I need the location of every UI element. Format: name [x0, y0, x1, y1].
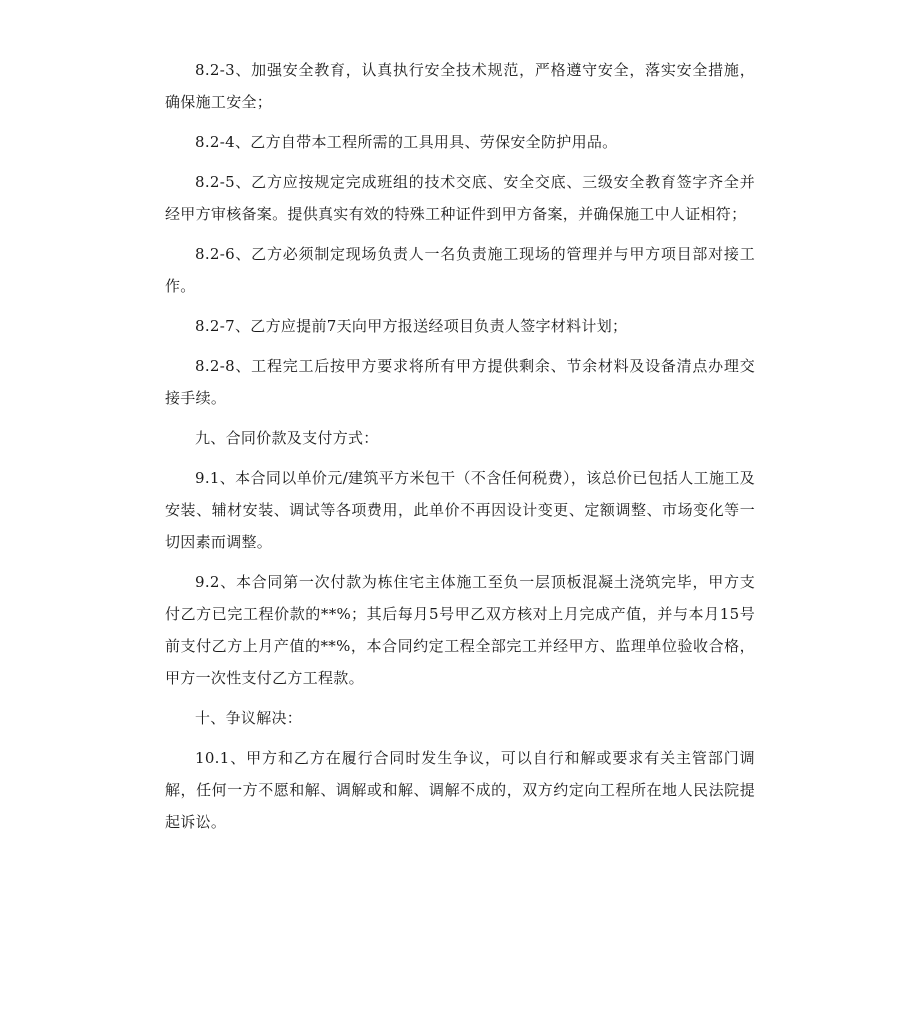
clause-9-1: 9.1、本合同以单价元/建筑平方米包干（不含任何税费），该总价已包括人工施工及安装、辅材安装、调试等各项费用，此单价不再因设计变更、定额调整、市场变化等一切因素而调整。 [165, 469, 755, 551]
clause-8-2-6: 8.2-6、乙方必须制定现场负责人一名负责施工现场的管理并与甲方项目部对接工作。 [165, 245, 755, 295]
clause-8-2-8: 8.2-8、工程完工后按甲方要求将所有甲方提供剩余、节余材料及设备清点办理交接手续。 [165, 357, 755, 407]
section-9-heading: 九、合同价款及支付方式： [195, 429, 379, 447]
section-10-heading: 十、争议解决： [195, 709, 303, 727]
document-page [165, 54, 755, 846]
clause-8-2-3: 8.2-3、加强安全教育，认真执行安全技术规范，严格遵守安全，落实安全措施，确保施工安全； [165, 61, 755, 111]
clause-8-2-5: 8.2-5、乙方应按规定完成班组的技术交底、安全交底、三级安全教育签字齐全并经甲方审核备案。提供真实有效的特殊工种证件到甲方备案，并确保施工中人证相符； [165, 173, 755, 223]
clause-8-2-7: 8.2-7、乙方应提前7天向甲方报送经项目负责人签字材料计划； [195, 317, 628, 335]
clause-10-1: 10.1、甲方和乙方在履行合同时发生争议，可以自行和解或要求有关主管部门调解，任何一方不愿和解、调解或和解、调解不成的，双方约定向工程所在地人民法院提起诉讼。 [165, 749, 755, 831]
clause-8-2-4: 8.2-4、乙方自带本工程所需的工具用具、劳保安全防护用品。 [195, 133, 618, 151]
clause-9-2: 9.2、本合同第一次付款为栋住宅主体施工至负一层顶板混凝土浇筑完毕，甲方支付乙方已完工程价款的**%；其后每月5号甲乙双方核对上月完成产值，并与本月15号前支付乙方上月产值的**%，本合同约定工程全部完工并经甲方、监理单位验收合格，甲方一次性支付乙方工程款。 [165, 573, 755, 687]
